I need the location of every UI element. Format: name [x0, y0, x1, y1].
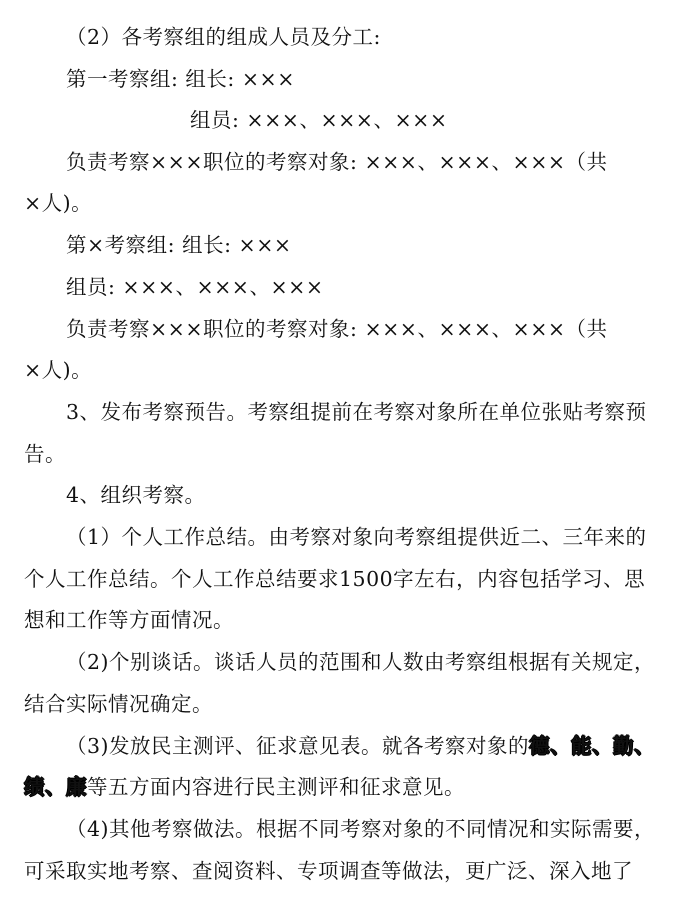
item-2-individual-interview: （2)个别谈话。谈话人员的范围和人数由考察组根据有关规定，: [66, 650, 656, 674]
item-3-evaluation-text: （3)发放民主测评、征求意见表。就各考察对象的: [66, 734, 530, 758]
team-x-responsibility-continuation: ×人)。: [24, 358, 93, 382]
item-3-evaluation-line: [0, 731, 676, 761]
step-3-announcement: 3、发布考察预告。考察组提前在考察对象所在单位张贴考察预: [66, 400, 647, 424]
step-4-organize-heading: 4、组织考察。: [66, 483, 206, 507]
step-3-announcement-continuation: 告。: [24, 442, 66, 466]
team-one-responsibility-line: 负责考察×××职位的考察对象: ×××、×××、×××（共: [66, 150, 608, 174]
item-3-emphasized-criteria: 德、能、勤、: [529, 734, 656, 758]
item-1-personal-summary-continuation: 个人工作总结。个人工作总结要求1500字左右，内容包括学习、思: [24, 567, 646, 591]
section-heading-team-composition: （2）各考察组的组成人员及分工:: [66, 25, 381, 49]
team-x-leader-line: 第×考察组: 组长: ×××: [66, 233, 292, 257]
item-4-other-methods-continuation: 可采取实地考察、查阅资料、专项调查等做法，更广泛、深入地了: [24, 859, 633, 883]
team-one-members-line: 组员: ×××、×××、×××: [190, 108, 448, 132]
item-3-evaluation-end: 等五方面内容进行民主测评和征求意见。: [87, 775, 465, 799]
item-1-personal-summary: （1）个人工作总结。由考察对象向考察组提供近二、三年来的: [66, 525, 647, 549]
item-3-evaluation-continuation: [0, 772, 676, 802]
team-x-members-line: 组员: ×××、×××、×××: [66, 275, 324, 299]
item-2-individual-interview-continuation: 结合实际情况确定。: [24, 692, 213, 716]
item-3-emphasized-criteria-cont: 绩、廉: [24, 775, 87, 799]
team-one-leader-line: 第一考察组: 组长: ×××: [66, 67, 295, 91]
item-1-personal-summary-end: 想和工作等方面情况。: [24, 608, 234, 632]
team-x-responsibility-line: 负责考察×××职位的考察对象: ×××、×××、×××（共: [66, 317, 608, 341]
item-4-other-methods: （4)其他考察做法。根据不同考察对象的不同情况和实际需要，: [66, 817, 656, 841]
team-one-responsibility-continuation: ×人)。: [24, 191, 93, 215]
